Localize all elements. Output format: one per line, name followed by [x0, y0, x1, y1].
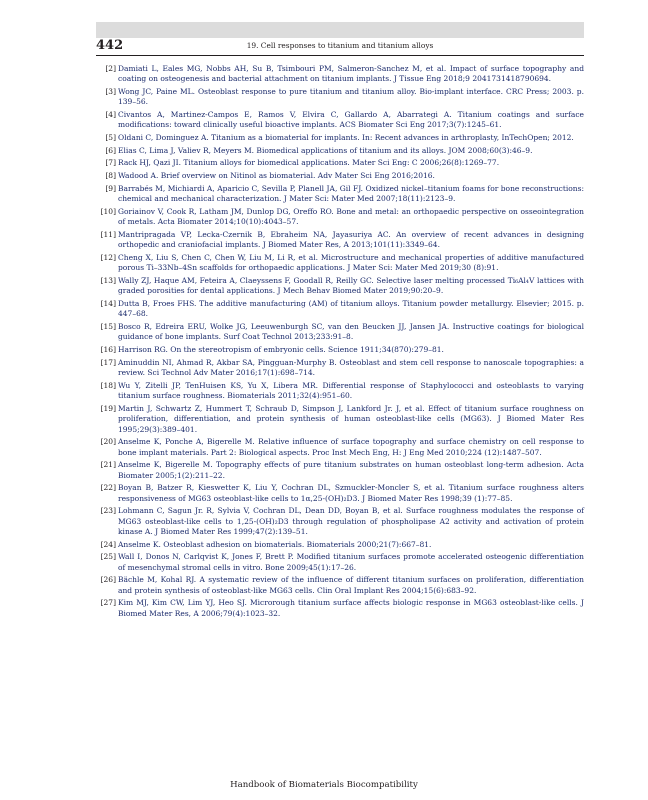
reference-number: [2] — [105, 64, 116, 73]
reference-item — [96, 110, 584, 131]
reference-number: [8] — [105, 171, 116, 181]
running-header — [96, 39, 584, 56]
reference-number: [16] — [100, 345, 116, 355]
reference-item — [96, 146, 584, 156]
reference-text[interactable]: Bosco R, Edreira ERU, Wolke JG, Leeuwenburgh SC, van den Beucken JJ, Jansen JA. Instructive coatings for biological guidance of bone implants. Surf Coat Technol 2013;233:91–8. — [118, 322, 584, 342]
reference-text[interactable]: Wally ZJ, Haque AM, Feteira A, Claeyssens F, Goodall R, Reilly GC. Selective laser melting processed Ti₆Al₄V lattices with graded porosities for dental applications. J Mech Behav Biomed Mater 2019;90:20–9. — [118, 275, 584, 296]
reference-item — [96, 184, 584, 205]
header-shaded-bar — [96, 22, 584, 38]
reference-number: [13] — [100, 275, 116, 285]
reference-text[interactable]: Boyan B, Batzer R, Kieswetter K, Liu Y, Cochran DL, Szmuckler-Moncler S, et al. Titanium surface roughness alters responsiveness of MG63 osteoblast-like cells to 1α,25-(OH)₂D3. J Biomed Mater Res 1998;39 (1):77–85. — [118, 483, 584, 503]
reference-text[interactable]: Wadood A. Brief overview on Nitinol as biomaterial. Adv Mater Sci Eng 2016;2016. — [118, 171, 435, 181]
reference-number: [18] — [100, 380, 116, 390]
reference-item — [96, 253, 584, 274]
reference-item — [96, 230, 584, 251]
reference-number: [12] — [100, 252, 116, 262]
reference-text[interactable]: Wong JC, Paine ML. Osteoblast response to pure titanium and titanium alloy. Bio-implant interface. CRC Press; 2003. p. 139–56. — [118, 87, 584, 107]
reference-text[interactable]: Anselme K, Ponche A, Bigerelle M. Relative influence of surface topography and surface chemistry on cell response to bone implant materials. Part 2: Biological aspects. Proc Inst Mech Eng, H: J Eng Med 2010;224 (12):1487–507. — [118, 437, 584, 457]
reference-number: [15] — [100, 322, 116, 332]
reference-text[interactable]: Lohmann C, Sagun Jr. R, Sylvia V, Cochran DL, Dean DD, Boyan B, et al. Surface roughness modulates the response of MG63 osteoblast-like cells to 1,25-(OH)₂D3 through regulation of phospholipase A2 activity and activation of protein kinase A. J Biomed Mater Res 1999;47(2):139–51. — [118, 506, 584, 536]
reference-text[interactable]: Wu Y, Zitelli JP, TenHuisen KS, Yu X, Libera MR. Differential response of Staphylococci and osteoblasts to varying titanium surface roughness. Biomaterials 2011;32(4):951–60. — [118, 380, 584, 401]
reference-number: [14] — [100, 299, 116, 308]
reference-item — [96, 358, 584, 379]
reference-item — [96, 552, 584, 573]
reference-item — [96, 483, 584, 504]
reference-item — [96, 87, 584, 108]
reference-number: [10] — [100, 206, 116, 216]
reference-number: [4] — [105, 110, 116, 120]
reference-item — [96, 64, 584, 85]
reference-text[interactable]: Kim MJ, Kim CW, Lim YJ, Heo SJ. Microrough titanium surface affects biologic response in MG63 osteoblast-like cells. J Biomed Mater Res, A 2006;79(4):1023–32. — [118, 598, 584, 618]
page-number: 442 — [96, 38, 124, 53]
reference-text[interactable]: Martin J, Schwartz Z, Hummert T, Schraub D, Simpson J, Lankford Jr. J, et al. Effect of titanium surface roughness on proliferation, differentiation, and protein synthesis of human osteoblast-like cells (MG63). J Biomed Mater Res 1995;29(3):389–401. — [118, 403, 584, 434]
reference-text[interactable]: Oldani C, Dominguez A. Titanium as a biomaterial for implants. In: Recent advances in arthroplasty, InTechOpen; 2012. — [118, 133, 574, 143]
reference-number: [24] — [100, 539, 116, 549]
reference-text[interactable]: Barrabés M, Michiardi A, Aparicio C, Sevilla P, Planell JA, Gil FJ. Oxidized nickel–titanium foams for bone reconstructions: chemical and mechanical characterization. J Mater Sci: Mater Med 2007;18(11):2123–9. — [118, 183, 584, 204]
reference-number: [11] — [100, 229, 116, 239]
reference-number: [21] — [100, 460, 116, 470]
reference-number: [20] — [100, 437, 116, 447]
reference-text[interactable]: Damiati L, Eales MG, Nobbs AH, Su B, Tsimbouri PM, Salmeron-Sanchez M, et al. Impact of surface topography and coating on osteogenesis and bacterial attachment on titanium implants. J Tissue Eng 2018;9 2041731418790694. — [118, 64, 584, 84]
reference-number: [3] — [105, 87, 116, 97]
reference-text[interactable]: Bächle M, Kohal RJ. A systematic review of the influence of different titanium surfaces on proliferation, differentiation and protein synthesis of osteoblast-like MG63 cells. Clin Oral Implant Res 2004;15(6):683–92. — [118, 575, 584, 595]
reference-item — [96, 460, 584, 481]
book-title-footer: Handbook of Biomaterials Biocompatibility — [230, 780, 418, 790]
reference-item — [96, 381, 584, 402]
reference-text[interactable]: Aminuddin NI, Ahmad R, Akbar SA, Pingguan-Murphy B. Osteoblast and stem cell response to nanoscale topographies: a review. Sci Technol Adv Mater 2016;17(1):698–714. — [118, 357, 584, 378]
reference-item — [96, 322, 584, 343]
reference-list — [96, 64, 584, 621]
reference-number: [25] — [100, 552, 116, 562]
reference-number: [7] — [105, 158, 116, 168]
reference-item — [96, 345, 584, 355]
reference-text[interactable]: Anselme K, Bigerelle M. Topography effects of pure titanium substrates on human osteoblast long-term adhesion. Acta Biomater 2005;1(2):211–22. — [118, 460, 584, 480]
reference-item — [96, 276, 584, 297]
reference-number: [17] — [100, 357, 116, 367]
reference-number: [27] — [100, 598, 116, 608]
reference-number: [22] — [100, 483, 116, 493]
reference-number: [5] — [105, 133, 116, 143]
reference-number: [6] — [105, 145, 116, 155]
reference-number: [19] — [100, 403, 116, 413]
reference-item — [96, 598, 584, 619]
reference-item — [96, 207, 584, 228]
reference-item — [96, 158, 584, 168]
chapter-title: 19. Cell responses to titanium and titanium alloys — [246, 41, 434, 50]
reference-item — [96, 575, 584, 596]
reference-number: [9] — [105, 183, 116, 193]
reference-number: [26] — [100, 575, 116, 585]
reference-text[interactable]: Civantos A, Martinez-Campos E, Ramos V, Elvira C, Gallardo A, Abarrategi A. Titanium coatings and surface modifications: toward clinically useful bioactive implants. ACS Biomater Sci Eng 2017;3(7):1245–61. — [118, 110, 584, 130]
reference-text[interactable]: Wall I, Donos N, Carlqvist K, Jones F, Brett P. Modified titanium surfaces promote accelerated osteogenic differentiation of mesenchymal stromal cells in vitro. Bone 2009;45(1):17–26. — [118, 552, 584, 572]
reference-text[interactable]: Goriainov V, Cook R, Latham JM, Dunlop DG, Oreffo RO. Bone and metal: an orthopaedic perspective on osseointegration of metals. Acta Biomater 2014;10(10):4043–57. — [118, 206, 584, 227]
reference-item — [96, 437, 584, 458]
reference-item — [96, 404, 584, 435]
reference-text[interactable]: Rack HJ, Qazi JI. Titanium alloys for biomedical applications. Mater Sci Eng: C 2006;26(8):1269–77. — [118, 158, 500, 168]
reference-text[interactable]: Harrison RG. On the stereotropism of embryonic cells. Science 1911;34(870):279–81. — [118, 345, 444, 355]
reference-text[interactable]: Mantripragada VP, Lecka-Czernik B, Ebraheim NA, Jayasuriya AC. An overview of recent advances in designing orthopedic and craniofacial implants. J Biomed Mater Res, A 2013;101(11):3349–64. — [118, 229, 584, 250]
reference-text[interactable]: Dutta B, Froes FHS. The additive manufacturing (AM) of titanium alloys. Titanium powder metallurgy. Elsevier; 2015. p. 447–68. — [118, 299, 584, 319]
reference-number: [23] — [100, 506, 116, 516]
reference-text[interactable]: Elias C, Lima J, Valiev R, Meyers M. Biomedical applications of titanium and its alloys. JOM 2008;60(3):46–9. — [118, 145, 533, 155]
reference-item — [96, 171, 584, 181]
reference-item — [96, 299, 584, 320]
reference-text[interactable]: Anselme K. Osteoblast adhesion on biomaterials. Biomaterials 2000;21(7):667–81. — [118, 539, 432, 549]
reference-item — [96, 540, 584, 550]
reference-item — [96, 506, 584, 537]
reference-item — [96, 133, 584, 143]
reference-text[interactable]: Cheng X, Liu S, Chen C, Chen W, Liu M, Li R, et al. Microstructure and mechanical properties of additive manufactured porous Ti–33Nb–4Sn scaffolds for orthopaedic applications. J Mater Sci: Mater Med 2019;30 (8):91. — [118, 252, 584, 273]
